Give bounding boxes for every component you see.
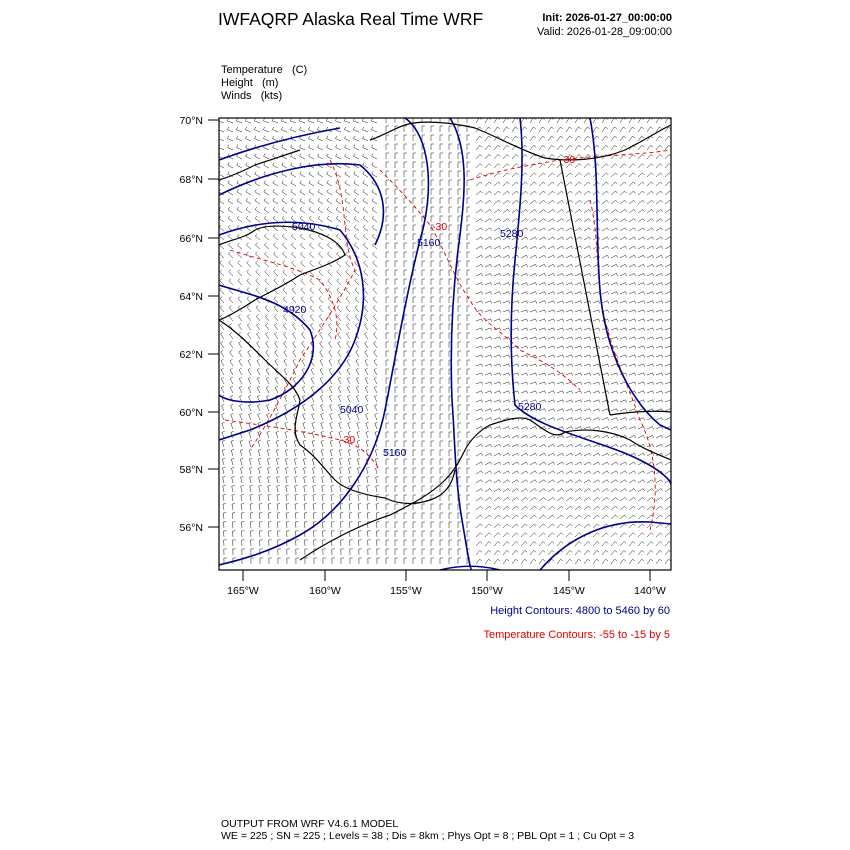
valid-time: Valid: 2026-01-28_09:00:00 [537, 26, 672, 38]
field-unit: (m) [261, 77, 279, 89]
field-unit: (C) [291, 64, 308, 76]
init-time: Init: 2026-01-27_00:00:00 [542, 12, 672, 24]
map-title: IWFAQRP Alaska Real Time WRF [218, 9, 484, 29]
field-name: Winds [221, 90, 252, 102]
field-name: Height [221, 77, 253, 89]
field-height [221, 77, 278, 89]
field-name: Temperature [221, 64, 283, 76]
wrf-map [160, 110, 690, 597]
field-temperature [221, 64, 307, 76]
field-unit: (kts) [260, 90, 283, 102]
field-winds [221, 90, 282, 102]
